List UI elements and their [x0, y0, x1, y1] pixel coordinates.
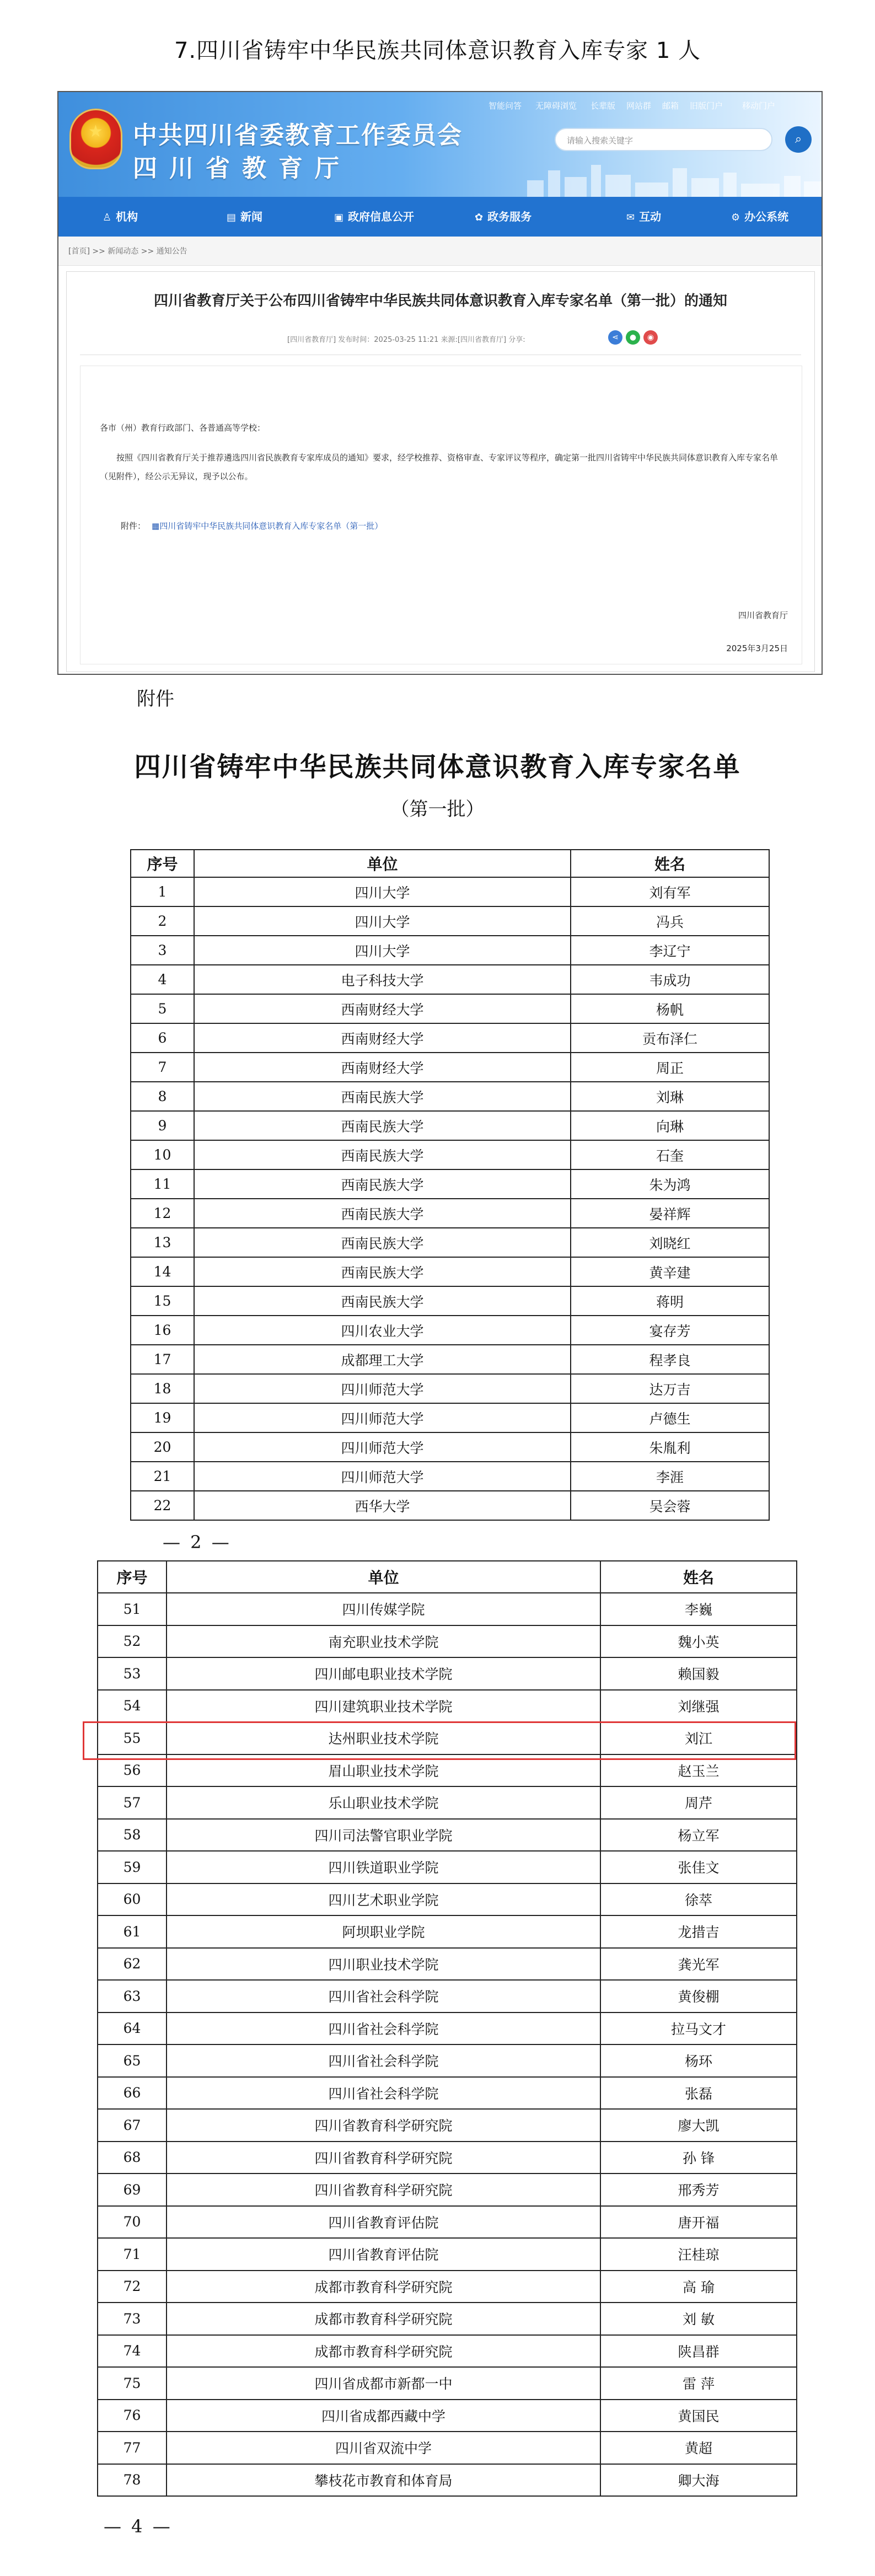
table-row — [131, 1053, 769, 1082]
row-index: 22 — [131, 1491, 194, 1520]
row-index: 63 — [98, 1980, 167, 2012]
row-unit: 四川大学 — [194, 877, 571, 906]
table-row — [98, 2432, 797, 2464]
row-name: 陕昌群 — [600, 2335, 797, 2368]
office-icon: ⚙ — [731, 212, 740, 223]
table-row — [131, 1403, 769, 1432]
row-index: 60 — [98, 1883, 167, 1916]
chat-icon: ✉ — [626, 212, 635, 223]
building-icon: ♙ — [103, 212, 112, 223]
weibo-icon[interactable]: ◉ — [643, 330, 658, 345]
table-row — [131, 1257, 769, 1286]
row-unit: 成都理工大学 — [194, 1345, 571, 1374]
row-index: 5 — [131, 994, 194, 1023]
row-index: 7 — [131, 1053, 194, 1082]
row-index: 51 — [98, 1593, 167, 1625]
article-meta: [四川省教育厅] 发布时间：2025-03-25 11:21 来源:[四川省教育厅] 分享: — [287, 336, 525, 344]
nav-label: 政务服务 — [487, 210, 532, 223]
row-unit: 四川艺术职业学院 — [167, 1883, 600, 1916]
row-name: 朱为鸿 — [571, 1169, 769, 1199]
row-name: 张磊 — [600, 2077, 797, 2110]
row-index: 78 — [98, 2464, 167, 2497]
row-name: 卢德生 — [571, 1403, 769, 1432]
city-skyline-decoration — [522, 158, 822, 197]
row-unit: 四川省社会科学院 — [167, 2077, 600, 2110]
row-name: 刘琳 — [571, 1082, 769, 1111]
row-name: 刘江 — [600, 1722, 797, 1754]
row-unit: 四川农业大学 — [194, 1316, 571, 1345]
table-row — [131, 936, 769, 965]
row-name: 龙措吉 — [600, 1915, 797, 1948]
table-row — [98, 1593, 797, 1625]
table-body — [131, 877, 769, 1520]
share-icon[interactable]: ⋖ — [608, 330, 622, 345]
row-name: 徐萃 — [600, 1883, 797, 1916]
header-unit: 单位 — [167, 1561, 600, 1593]
row-name: 蒋明 — [571, 1286, 769, 1316]
article-signature: 四川省教育厅 — [738, 610, 788, 620]
main-navbar — [58, 197, 822, 237]
row-unit: 四川省双流中学 — [167, 2432, 600, 2464]
row-name: 石奎 — [571, 1140, 769, 1169]
row-unit: 四川省教育科学研究院 — [167, 2174, 600, 2206]
nav-label: 互动 — [639, 210, 662, 223]
row-index: 10 — [131, 1140, 194, 1169]
row-unit: 四川省教育评估院 — [167, 2206, 600, 2239]
row-name: 贡布泽仁 — [571, 1023, 769, 1053]
table-row — [98, 2464, 797, 2497]
nav-label: 新闻 — [240, 210, 263, 223]
row-unit: 西南民族大学 — [194, 1228, 571, 1257]
row-unit: 四川师范大学 — [194, 1374, 571, 1403]
row-unit: 四川省成都市新都一中 — [167, 2367, 600, 2400]
table-row — [131, 1316, 769, 1345]
nav-item-organization[interactable] — [103, 197, 138, 237]
national-emblem-icon — [69, 109, 122, 169]
header-name: 姓名 — [600, 1561, 797, 1593]
nav-label: 办公系统 — [744, 210, 789, 223]
table-row — [98, 1948, 797, 1981]
table-row — [98, 2206, 797, 2239]
table-row — [131, 1023, 769, 1053]
table-row — [131, 1491, 769, 1520]
row-name: 张佳文 — [600, 1851, 797, 1883]
row-unit: 西南民族大学 — [194, 1140, 571, 1169]
table-row — [98, 1980, 797, 2012]
website-screenshot — [57, 91, 823, 675]
row-index: 19 — [131, 1403, 194, 1432]
row-index: 62 — [98, 1948, 167, 1981]
wechat-icon[interactable]: ● — [626, 330, 640, 345]
table-row — [98, 2367, 797, 2400]
article-title: 四川省教育厅关于公布四川省铸牢中华民族共同体意识教育入库专家名单（第一批）的通知 — [153, 293, 727, 309]
row-name: 高 瑜 — [600, 2271, 797, 2303]
row-name: 汪桂琼 — [600, 2238, 797, 2271]
row-index: 2 — [131, 906, 194, 936]
row-index: 4 — [131, 965, 194, 994]
article-body: 按照《四川省教育厅关于推荐遴选四川省民族教育专家库成员的通知》要求，经学校推荐、资格审查、专家评议等程序，确定第一批四川省铸牢中华民族共同体意识教育入库专家名单（见附件），经公示无异议，现予以公布。 — [100, 453, 779, 481]
row-index: 72 — [98, 2271, 167, 2303]
row-index: 73 — [98, 2303, 167, 2335]
row-index: 76 — [98, 2400, 167, 2432]
row-index: 65 — [98, 2044, 167, 2077]
row-name: 周正 — [571, 1053, 769, 1082]
row-name: 吴会蓉 — [571, 1491, 769, 1520]
table-row — [98, 2077, 797, 2110]
top-link-mobile-portal[interactable]: 移动门户 — [742, 101, 776, 111]
row-name: 杨立军 — [600, 1819, 797, 1852]
row-unit: 四川铁道职业学院 — [167, 1851, 600, 1883]
row-unit: 四川省教育科学研究院 — [167, 2109, 600, 2142]
page-number: — 4 — — [104, 2516, 173, 2537]
row-unit: 四川省社会科学院 — [167, 1980, 600, 2012]
row-unit: 西南财经大学 — [194, 994, 571, 1023]
row-name: 李巍 — [600, 1593, 797, 1625]
expert-table-page-1 — [130, 849, 770, 1521]
header-index: 序号 — [131, 850, 194, 877]
row-index: 17 — [131, 1345, 194, 1374]
row-index: 8 — [131, 1082, 194, 1111]
row-index: 54 — [98, 1690, 167, 1722]
header-name: 姓名 — [571, 850, 769, 877]
row-unit: 四川省教育科学研究院 — [167, 2142, 600, 2174]
attachment-link-text[interactable]: 四川省铸牢中华民族共同体意识教育入库专家名单（第一批） — [159, 521, 383, 531]
row-name: 韦成功 — [571, 965, 769, 994]
row-name: 雷 萍 — [600, 2367, 797, 2400]
row-unit: 眉山职业技术学院 — [167, 1754, 600, 1787]
row-index: 67 — [98, 2109, 167, 2142]
attachment-label: 附件： — [121, 521, 146, 531]
row-index: 11 — [131, 1169, 194, 1199]
row-unit: 西南民族大学 — [194, 1082, 571, 1111]
article-content-box — [80, 366, 802, 664]
row-unit: 四川大学 — [194, 936, 571, 965]
row-unit: 成都市教育科学研究院 — [167, 2303, 600, 2335]
row-unit: 西南财经大学 — [194, 1053, 571, 1082]
top-link-qa[interactable]: 智能问答 — [489, 101, 522, 111]
row-index: 64 — [98, 2012, 167, 2045]
table-row — [131, 1140, 769, 1169]
row-unit: 西南民族大学 — [194, 1286, 571, 1316]
row-index: 16 — [131, 1316, 194, 1345]
row-index: 59 — [98, 1851, 167, 1883]
breadcrumb[interactable]: [首页] >> 新闻动态 >> 通知公告 — [68, 247, 187, 256]
table-row — [131, 1345, 769, 1374]
row-index: 20 — [131, 1432, 194, 1462]
table-row — [98, 2335, 797, 2368]
nav-label: 机构 — [116, 210, 138, 223]
row-name: 刘有军 — [571, 877, 769, 906]
table-row — [98, 2174, 797, 2206]
row-name: 廖大凯 — [600, 2109, 797, 2142]
row-name: 黄国民 — [600, 2400, 797, 2432]
site-name-line1[interactable]: 中共四川省委教育工作委员会 — [133, 121, 463, 149]
table-row — [131, 1432, 769, 1462]
search-icon[interactable]: ⌕ — [785, 126, 812, 153]
document-title: 四川省铸牢中华民族共同体意识教育入库专家名单 — [134, 752, 741, 782]
row-unit: 西南民族大学 — [194, 1169, 571, 1199]
attachment-file-icon: ▦ — [152, 521, 160, 531]
row-name: 魏小英 — [600, 1625, 797, 1658]
table-row — [98, 1915, 797, 1948]
table-row — [131, 877, 769, 906]
row-index: 69 — [98, 2174, 167, 2206]
table-row — [131, 1228, 769, 1257]
row-name: 周芹 — [600, 1786, 797, 1819]
row-name: 李涯 — [571, 1462, 769, 1491]
article-panel — [66, 271, 815, 672]
row-index: 14 — [131, 1257, 194, 1286]
news-icon: ▤ — [227, 212, 237, 223]
row-index: 1 — [131, 877, 194, 906]
nav-item-gov-info[interactable] — [334, 197, 414, 237]
row-name: 赵玉兰 — [600, 1754, 797, 1787]
site-name-line2[interactable]: 四川省教育厅 — [133, 154, 351, 183]
row-unit: 四川邮电职业技术学院 — [167, 1657, 600, 1690]
table-row — [131, 1374, 769, 1403]
row-unit: 电子科技大学 — [194, 965, 571, 994]
row-name: 杨环 — [600, 2044, 797, 2077]
top-link-accessibility[interactable]: 无障碍浏览 — [535, 101, 577, 111]
service-icon: ✿ — [475, 212, 484, 223]
row-name: 达万吉 — [571, 1374, 769, 1403]
table-row — [98, 1657, 797, 1690]
table-row — [131, 1111, 769, 1140]
row-unit: 四川省成都西藏中学 — [167, 2400, 600, 2432]
nav-item-interaction[interactable] — [626, 197, 661, 237]
folder-icon: ▣ — [334, 212, 344, 223]
row-index: 58 — [98, 1819, 167, 1852]
row-unit: 西华大学 — [194, 1491, 571, 1520]
row-unit: 攀枝花市教育和体育局 — [167, 2464, 600, 2497]
row-unit: 四川师范大学 — [194, 1403, 571, 1432]
row-name: 刘继强 — [600, 1690, 797, 1722]
row-index: 57 — [98, 1786, 167, 1819]
table-row — [98, 2400, 797, 2432]
row-name: 晏祥辉 — [571, 1199, 769, 1228]
row-index: 12 — [131, 1199, 194, 1228]
nav-item-gov-service[interactable] — [475, 197, 532, 237]
search-input[interactable]: 请输入搜索关键字 — [555, 128, 772, 151]
row-unit: 四川传媒学院 — [167, 1593, 600, 1625]
row-index: 75 — [98, 2367, 167, 2400]
row-index: 74 — [98, 2335, 167, 2368]
row-name: 杨帆 — [571, 994, 769, 1023]
table-row — [98, 1819, 797, 1852]
row-name: 朱胤利 — [571, 1432, 769, 1462]
row-name: 孙 锋 — [600, 2142, 797, 2174]
row-index: 6 — [131, 1023, 194, 1053]
table-row — [131, 1286, 769, 1316]
row-name: 黄俊棚 — [600, 1980, 797, 2012]
row-unit: 南充职业技术学院 — [167, 1625, 600, 1658]
row-index: 70 — [98, 2206, 167, 2239]
row-name: 程孝良 — [571, 1345, 769, 1374]
table-row — [131, 1462, 769, 1491]
row-index: 53 — [98, 1657, 167, 1690]
row-index: 21 — [131, 1462, 194, 1491]
header-unit: 单位 — [194, 850, 571, 877]
row-unit: 四川职业技术学院 — [167, 1948, 600, 1981]
row-unit: 乐山职业技术学院 — [167, 1786, 600, 1819]
page-number: — 2 — — [163, 1532, 232, 1553]
row-unit: 四川大学 — [194, 906, 571, 936]
article-date: 2025年3月25日 — [726, 643, 788, 653]
top-link-old-portal[interactable]: 旧版门户 — [690, 101, 723, 111]
row-name: 赖国毅 — [600, 1657, 797, 1690]
header-index: 序号 — [98, 1561, 167, 1593]
table-row — [131, 1199, 769, 1228]
expert-table-page-2 — [97, 1560, 797, 2497]
row-unit: 四川师范大学 — [194, 1462, 571, 1491]
row-name: 唐开福 — [600, 2206, 797, 2239]
row-unit: 西南民族大学 — [194, 1257, 571, 1286]
row-unit: 达州职业技术学院 — [167, 1722, 600, 1754]
document-subtitle: （第一批） — [390, 798, 485, 820]
table-row — [98, 2044, 797, 2077]
table-row — [98, 1883, 797, 1916]
row-index: 66 — [98, 2077, 167, 2110]
table-row — [131, 1169, 769, 1199]
row-name: 冯兵 — [571, 906, 769, 936]
row-index: 3 — [131, 936, 194, 965]
attachment-link[interactable] — [152, 520, 383, 532]
table-row — [98, 2012, 797, 2045]
row-unit: 四川省社会科学院 — [167, 2044, 600, 2077]
site-banner — [58, 92, 822, 197]
row-index: 56 — [98, 1754, 167, 1787]
table-row — [98, 1690, 797, 1722]
table-row — [98, 2238, 797, 2271]
table-header-row — [131, 850, 769, 877]
row-name: 黄超 — [600, 2432, 797, 2464]
table-row — [98, 1851, 797, 1883]
row-name: 宴存芳 — [571, 1316, 769, 1345]
row-name: 刘晓红 — [571, 1228, 769, 1257]
top-link-sites[interactable]: 网站群 — [626, 101, 652, 111]
table-row — [98, 2109, 797, 2142]
row-name: 向琳 — [571, 1111, 769, 1140]
row-unit: 阿坝职业学院 — [167, 1915, 600, 1948]
table-header-row — [98, 1561, 797, 1593]
table-row — [131, 994, 769, 1023]
row-index: 52 — [98, 1625, 167, 1658]
row-unit: 成都市教育科学研究院 — [167, 2335, 600, 2368]
row-unit: 四川省教育评估院 — [167, 2238, 600, 2271]
emblem-star-icon: ★ — [88, 122, 103, 141]
row-unit: 四川建筑职业技术学院 — [167, 1690, 600, 1722]
row-index: 15 — [131, 1286, 194, 1316]
row-name: 拉马文才 — [600, 2012, 797, 2045]
row-index: 18 — [131, 1374, 194, 1403]
row-index: 71 — [98, 2238, 167, 2271]
row-name: 李辽宁 — [571, 936, 769, 965]
table-row — [98, 2303, 797, 2335]
highlighted-row-outline — [83, 1721, 796, 1760]
nav-item-news[interactable] — [227, 197, 262, 237]
top-link-elder[interactable]: 长辈版 — [591, 101, 616, 111]
row-name: 刘 敏 — [600, 2303, 797, 2335]
document-attachment-label: 附件 — [137, 688, 174, 710]
row-name: 邢秀芳 — [600, 2174, 797, 2206]
row-unit: 成都市教育科学研究院 — [167, 2271, 600, 2303]
row-index: 9 — [131, 1111, 194, 1140]
nav-label: 政府信息公开 — [348, 210, 415, 223]
row-index: 55 — [98, 1722, 167, 1754]
article-greeting: 各市（州）教育行政部门、各普通高等学校： — [100, 423, 266, 433]
row-name: 龚光军 — [600, 1948, 797, 1981]
row-name: 卿大海 — [600, 2464, 797, 2497]
table-row — [98, 1786, 797, 1819]
row-unit: 四川司法警官职业学院 — [167, 1819, 600, 1852]
table-row — [131, 965, 769, 994]
row-index: 77 — [98, 2432, 167, 2464]
row-unit: 四川师范大学 — [194, 1432, 571, 1462]
table-row — [131, 1082, 769, 1111]
table-row — [98, 2271, 797, 2303]
table-row — [131, 906, 769, 936]
row-unit: 西南民族大学 — [194, 1111, 571, 1140]
row-name: 黄辛建 — [571, 1257, 769, 1286]
row-unit: 四川省社会科学院 — [167, 2012, 600, 2045]
row-index: 13 — [131, 1228, 194, 1257]
row-index: 68 — [98, 2142, 167, 2174]
table-row — [98, 1625, 797, 1658]
row-unit: 西南民族大学 — [194, 1199, 571, 1228]
nav-item-office[interactable] — [731, 197, 788, 237]
row-unit: 西南财经大学 — [194, 1023, 571, 1053]
row-index: 61 — [98, 1915, 167, 1948]
headline: 7.四川省铸牢中华民族共同体意识教育入库专家 1 人 — [174, 38, 701, 63]
breadcrumb-bar — [58, 237, 822, 266]
top-link-mail[interactable]: 邮箱 — [662, 101, 679, 111]
table-row — [98, 2142, 797, 2174]
